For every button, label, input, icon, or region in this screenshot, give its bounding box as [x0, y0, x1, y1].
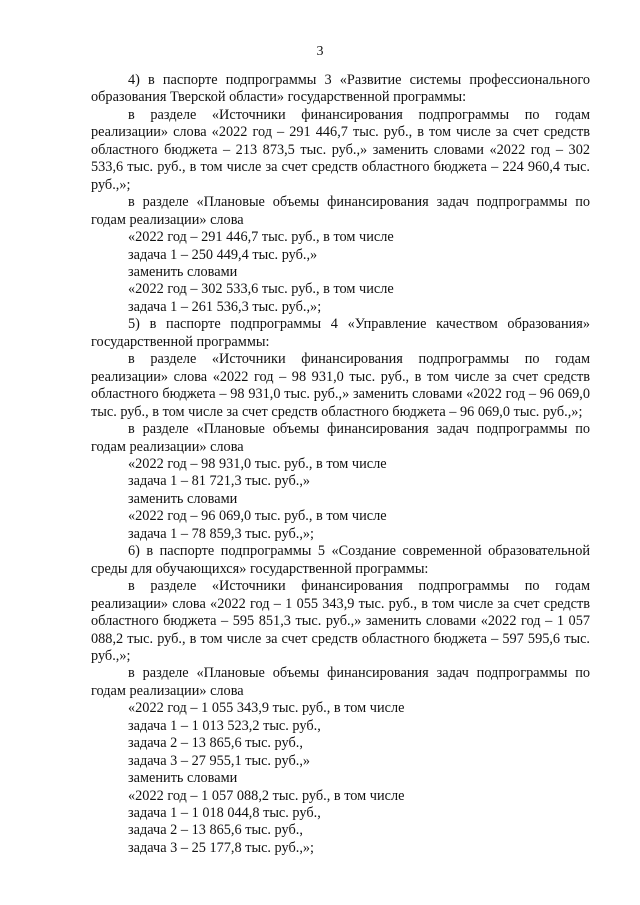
- quoted-line: задача 3 – 25 177,8 тыс. руб.,»;: [128, 839, 315, 856]
- quoted-line: «2022 год – 291 446,7 тыс. руб., в том числе: [128, 229, 394, 246]
- paragraph: в разделе «Плановые объемы финансирования задач подпрограммы по годам реализации» слова: [91, 421, 590, 455]
- paragraph: в разделе «Источники финансирования подпрограммы по годам реализации» слова «2022 год – 291 446,7 тыс. руб., в том числе за счет средств областного бюджета – 213 873,5 тыс. руб.,» заменить словами «2022 год – 302 533,6 тыс. руб., в том числе за счет средств областного бюджета – 224 960,4 тыс. руб.,»;: [91, 106, 590, 193]
- paragraph: 6) в паспорте подпрограммы 5 «Создание современной образовательной среды для обучающихся» государственной программы:: [91, 543, 590, 577]
- quoted-line: задача 3 – 27 955,1 тыс. руб.,»: [128, 752, 311, 769]
- quoted-line: заменить словами: [128, 770, 238, 787]
- quoted-line: «2022 год – 1 057 088,2 тыс. руб., в том числе: [128, 787, 405, 804]
- document-body: [91, 72, 590, 857]
- quoted-line: «2022 год – 96 069,0 тыс. руб., в том числе: [128, 508, 387, 525]
- quoted-line: задача 1 – 261 536,3 тыс. руб.,»;: [128, 298, 322, 315]
- paragraph: 5) в паспорте подпрограммы 4 «Управление качеством образования» государственной программы:: [91, 316, 590, 350]
- quoted-line: задача 1 – 81 721,3 тыс. руб.,»: [128, 473, 311, 490]
- quoted-line: задача 2 – 13 865,6 тыс. руб.,: [128, 735, 303, 752]
- quoted-line: задача 1 – 250 449,4 тыс. руб.,»: [128, 246, 318, 263]
- paragraph: 4) в паспорте подпрограммы 3 «Развитие системы профессионального образования Тверской области» государственной программы:: [91, 72, 590, 106]
- quoted-line: задача 2 – 13 865,6 тыс. руб.,: [128, 822, 303, 839]
- page-number: 3: [316, 44, 324, 59]
- quoted-line: заменить словами: [128, 490, 238, 507]
- quoted-line: «2022 год – 302 533,6 тыс. руб., в том числе: [128, 281, 394, 298]
- paragraph: в разделе «Источники финансирования подпрограммы по годам реализации» слова «2022 год – 1 055 343,9 тыс. руб., в том числе за счет средств областного бюджета – 595 851,3 тыс. руб.,» заменить словами «2022 год – 1 057 088,2 тыс. руб., в том числе за счет средств областного бюджета – 597 595,6 тыс. руб.,»;: [91, 578, 590, 664]
- paragraph: в разделе «Плановые объемы финансирования задач подпрограммы по годам реализации» слова: [91, 665, 590, 699]
- quoted-line: задача 1 – 78 859,3 тыс. руб.,»;: [128, 525, 315, 542]
- quoted-line: заменить словами: [128, 263, 238, 280]
- paragraph: в разделе «Источники финансирования подпрограммы по годам реализации» слова «2022 год – 98 931,0 тыс. руб., в том числе за счет средств областного бюджета – 98 931,0 тыс. руб.,» заменить словами «2022 год – 96 069,0 тыс. руб., в том числе за счет средств областного бюджета – 96 069,0 тыс. руб.,»;: [91, 351, 590, 420]
- quoted-line: задача 1 – 1 013 523,2 тыс. руб.,: [128, 717, 321, 734]
- quoted-line: «2022 год – 98 931,0 тыс. руб., в том числе: [128, 455, 387, 472]
- quoted-line: «2022 год – 1 055 343,9 тыс. руб., в том числе: [128, 700, 405, 717]
- quoted-line: задача 1 – 1 018 044,8 тыс. руб.,: [128, 805, 321, 822]
- paragraph: в разделе «Плановые объемы финансирования задач подпрограммы по годам реализации» слова: [91, 194, 590, 228]
